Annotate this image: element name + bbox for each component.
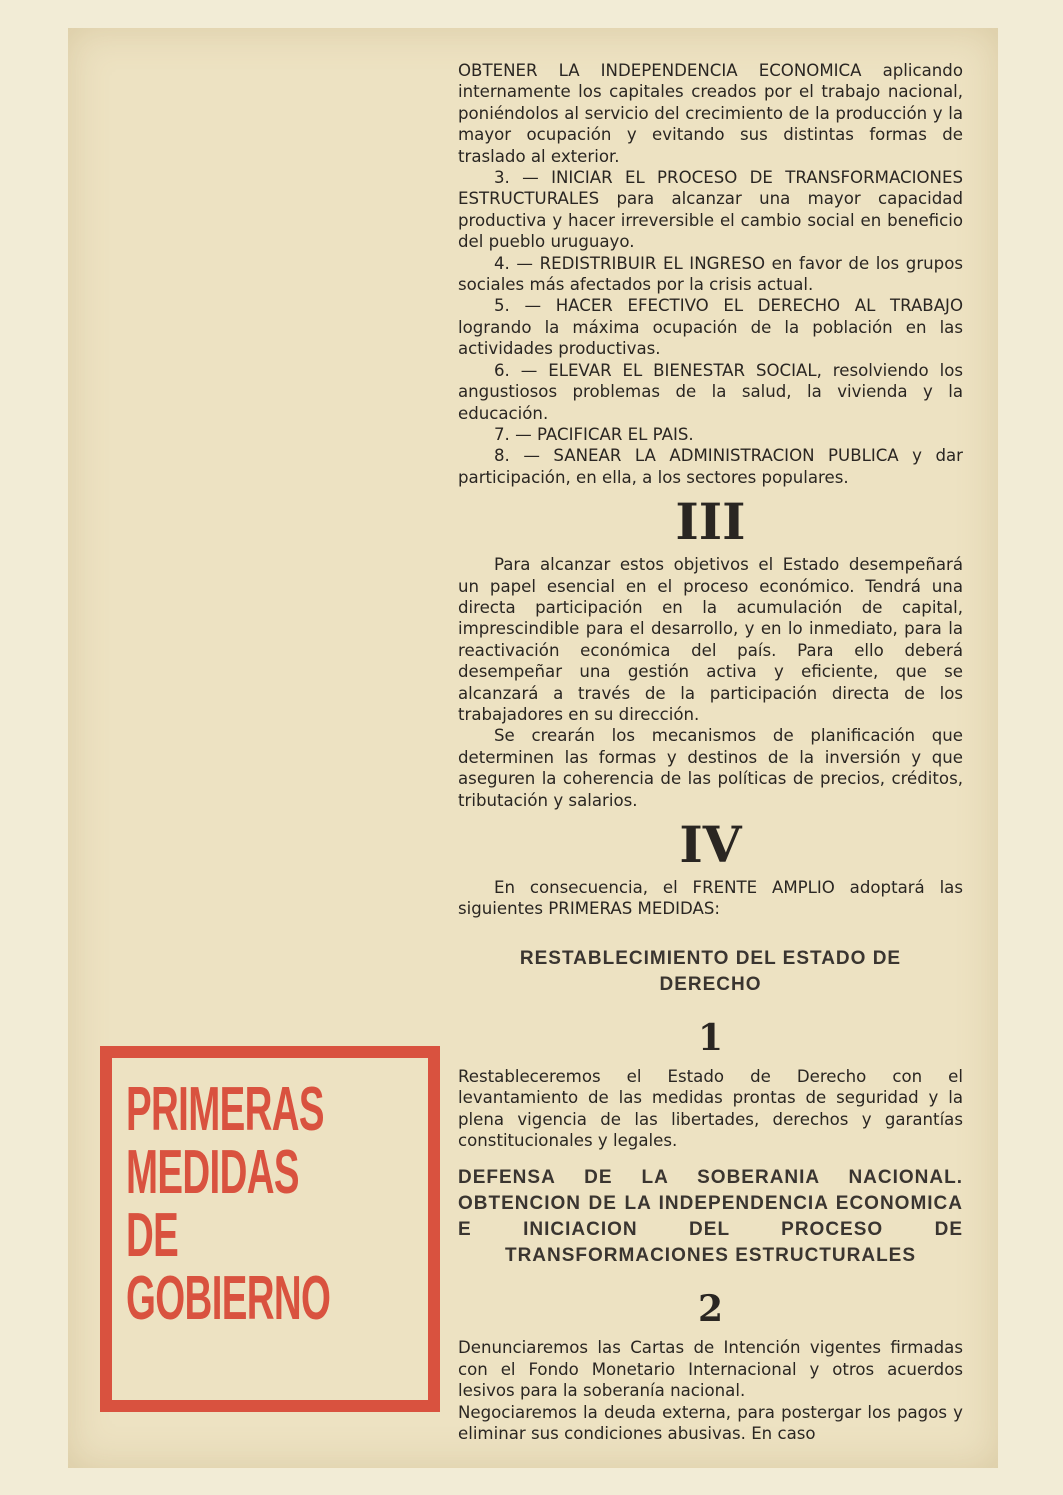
measure-2-text-b: Negociaremos la deuda externa, para postergar los pagos y eliminar sus condiciones abusivas. En caso [458, 1402, 963, 1444]
objective-4: 4. — REDISTRIBUIR EL INGRESO en favor de los grupos sociales más afectados por la crisis actual. [458, 253, 963, 295]
measure-number-1: 1 [697, 1016, 724, 1059]
paragraph-estado: Para alcanzar estos objetivos el Estado desempeñará un papel esencial en el proceso económico. Tendrá una directa participación en la acumulación de capital, imprescindible para el desarrollo, y en lo inmediato, para la reactivación económica del país. Para ello deberá desempeñar una gestión activa y eficiente, que se alcanzará a través de la participación directa de los trabajadores en su dirección. [458, 555, 963, 724]
stamp-title [126, 1075, 331, 1390]
article-column [458, 60, 963, 1444]
section-number-iv: IV [679, 815, 742, 874]
objective-5: 5. — HACER EFECTIVO EL DERECHO AL TRABAJO logrando la máxima ocupación de la población en las actividades productivas. [458, 296, 963, 359]
objective-6: 6. — ELEVAR EL BIENESTAR SOCIAL, resolviendo los angustiosos problemas de la salud, la vivienda y la educación. [458, 360, 963, 423]
measure-1-text: Restableceremos el Estado de Derecho con el levantamiento de las medidas prontas de seguridad y la plena vigencia de las libertades, derechos y garantías constitucionales y legales. [458, 1066, 963, 1151]
measure-2-text-a: Denunciaremos las Cartas de Intención vigentes firmadas con el Fondo Monetario Internacional y otros acuerdos lesivos para la soberanía nacional. [458, 1338, 963, 1401]
objective-3: 3. — INICIAR EL PROCESO DE TRANSFORMACIONES ESTRUCTURALES para alcanzar una mayor capacidad productiva y hacer irreversible el cambio social en beneficio del pueblo uruguayo. [458, 168, 963, 252]
stamp-primeras-medidas [100, 1046, 440, 1412]
heading-soberania: DEFENSA DE LA SOBERANIA NACIONAL. OBTENCION DE LA INDEPENDENCIA ECONOMICA E INICIACION DEL PROCESO DE TRANSFORMACIONES ESTRUCTURALES [458, 1167, 963, 1267]
section-number-iii: III [675, 492, 746, 552]
objective-7: 7. — PACIFICAR EL PAIS. [494, 424, 694, 444]
paragraph-independencia: OBTENER LA INDEPENDENCIA ECONOMICA aplicando internamente los capitales creados por el trabajo nacional, poniéndolos al servicio del crecimiento de la producción y la mayor ocupación y evitando sus distintas formas de traslado al exterior. [458, 61, 963, 166]
stamp-line-3: DE [126, 1201, 179, 1270]
stamp-line-4: GOBIERNO [126, 1264, 331, 1333]
stamp-line-1: PRIMERAS [126, 1075, 324, 1144]
heading-estado-de-derecho: RESTABLECIMIENTO DEL ESTADO DE DERECHO [519, 947, 902, 995]
objective-8: 8. — SANEAR LA ADMINISTRACION PUBLICA y dar participación, en ella, a los sectores populares. [458, 446, 963, 487]
paragraph-planificacion: Se crearán los mecanismos de planificación que determinen las formas y destinos de la inversión y que aseguren la coherencia de las políticas de precios, créditos, tributación y salarios. [458, 726, 963, 810]
paragraph-consecuencia: En consecuencia, el FRENTE AMPLIO adoptará las siguientes PRIMERAS MEDIDAS: [458, 878, 963, 919]
stamp-line-2: MEDIDAS [126, 1138, 299, 1207]
measure-number-2: 2 [697, 1288, 724, 1331]
